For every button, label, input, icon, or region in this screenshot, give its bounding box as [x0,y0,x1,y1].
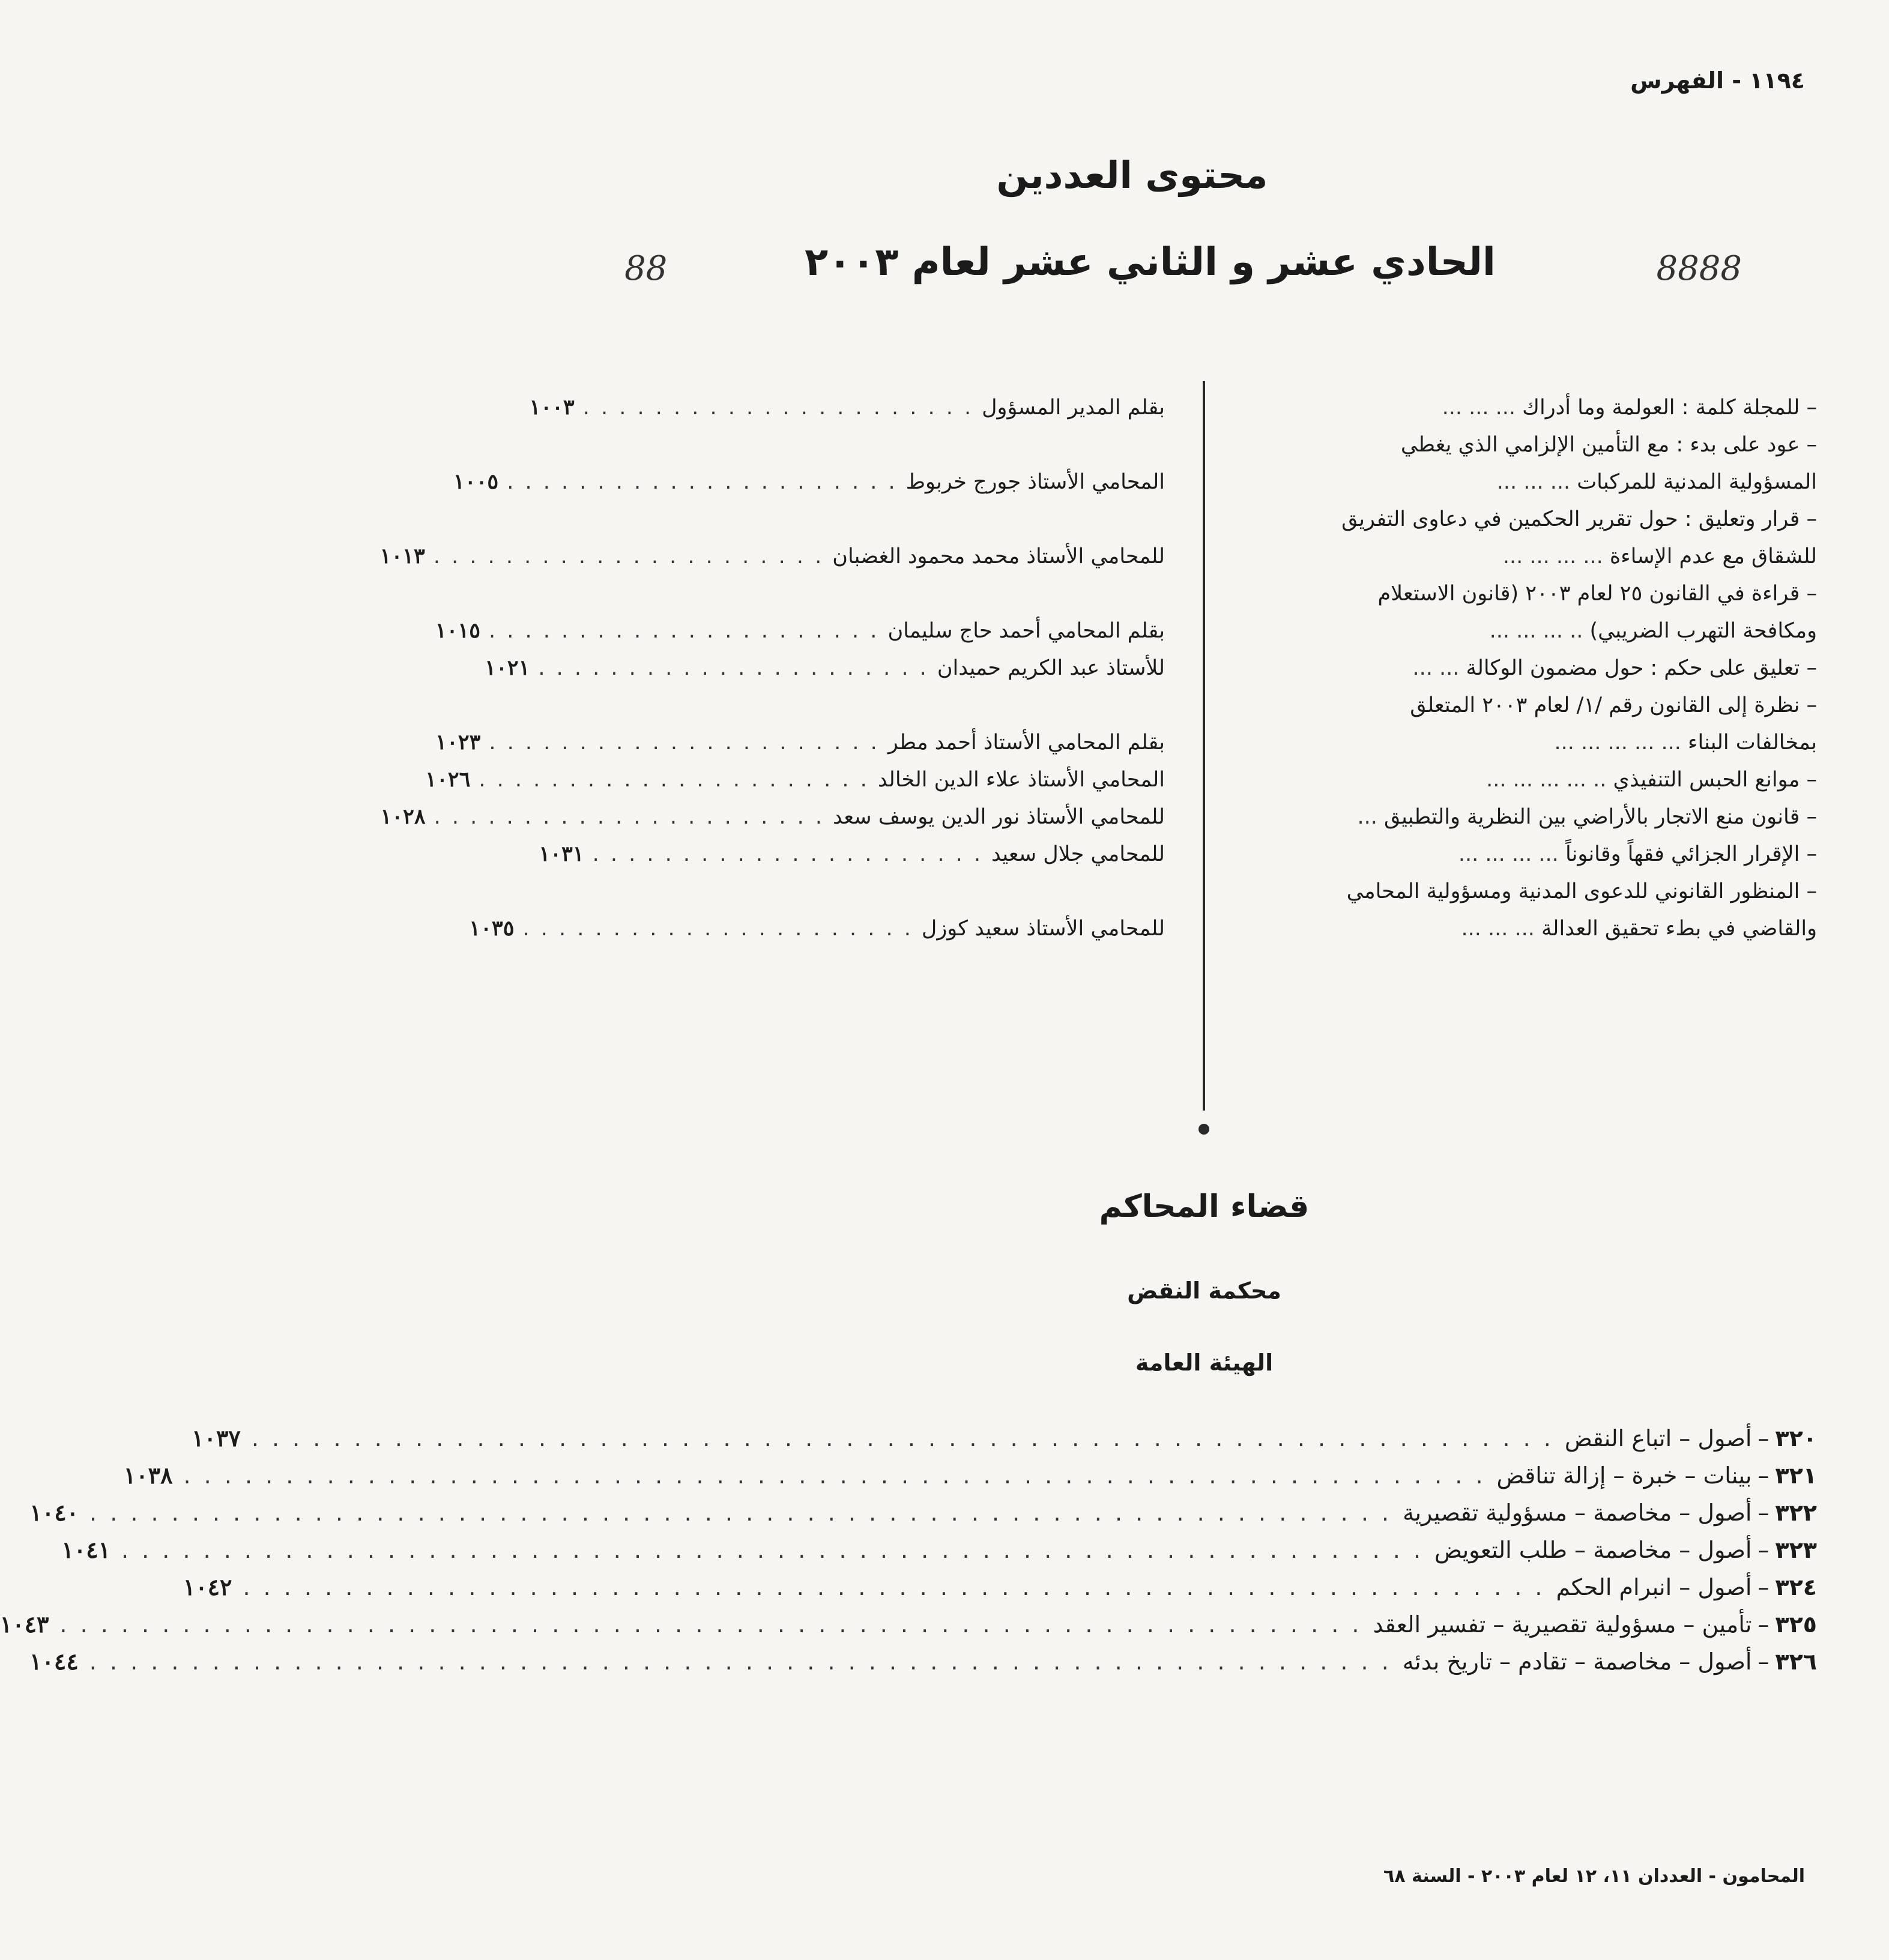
leader-dots: . . . . . . . . . . . . . . . . . . . . . . . . . . . . . . . . . . . . . . . . . . . . . . . . . . . . . . . . . . . . . . . . [251,1425,1554,1452]
toc-article-line: – موانع الحبس التنفيذي .. ... ... ... ... [1486,768,1817,792]
page-number: ١٠٢١ [485,656,530,680]
case-row [29,1494,1817,1531]
case-row [192,1420,1817,1457]
case-row [61,1531,1817,1569]
toc-author-row [529,389,1165,426]
case-separator: – [1758,1611,1770,1638]
toc-article-line: – الإقرار الجزائي فقهاً وقانوناً ... ... ... ... [1458,842,1817,866]
toc-article-line: بمخالفات البناء ... ... ... ... ... [1554,731,1817,755]
toc-article-line: – قانون منع الاتجار بالأراضي بين النظرية والتطبيق ... [1357,805,1817,829]
section-title-chamber: محكمة النقض [1127,1277,1281,1304]
page-number: ١٠٠٥ [453,469,499,494]
toc-article-line: – للمجلة كلمة : العولمة وما أدراك ... ... ... [1442,396,1817,420]
case-number: ٣٢٠ [1775,1425,1817,1452]
toc-article-line: للشقاق مع عدم الإساءة ... ... ... ... [1502,544,1817,568]
handwritten-note-left: 88 [624,249,668,288]
leader-dots: . . . . . . . . . . . . . . . . . . . . . . [479,768,869,792]
case-title: أصول – مخاصمة – مسؤولية تقصيرية [1403,1500,1752,1526]
toc-article-line: – قراءة في القانون ٢٥ لعام ٢٠٠٣ (قانون الاستعلام [1377,582,1817,606]
case-separator: – [1758,1462,1770,1489]
toc-articles [1217,389,1817,947]
toc-author-row [539,836,1165,873]
case-number: ٣٢١ [1775,1462,1817,1489]
divider-dot [1198,1124,1209,1135]
leader-dots: . . . . . . . . . . . . . . . . . . . . . . [582,396,974,420]
page-number: ١٠١٥ [435,618,481,643]
leader-dots: . . . . . . . . . . . . . . . . . . . . . . . . . . . . . . . . . . . . . . . . . . . . . . . . . . . . . . . . . . . . . . . . [243,1574,1546,1600]
column-divider [1203,381,1205,1111]
page-number: ١٠٤٣ [0,1611,49,1638]
handwritten-note-right: 8888 [1656,249,1742,288]
section-title-court: قضاء المحاكم [1099,1189,1310,1225]
leader-dots: . . . . . . . . . . . . . . . . . . . . . . . . . . . . . . . . . . . . . . . . . . . . . . . . . . . . . . . . . . . . . . . . [89,1648,1392,1675]
page-number: ١٠٢٣ [435,730,481,755]
page-number: ١٠٤٢ [183,1573,232,1600]
author-name: للمحامي الأستاذ نور الدين يوسف سعد [833,805,1165,829]
page-number: ١٠٤٠ [29,1499,79,1526]
case-number: ٣٢٣ [1775,1537,1817,1563]
toc-author-row [380,798,1165,836]
toc-author-row [453,463,1165,501]
leader-dots: . . . . . . . . . . . . . . . . . . . . . . [592,842,983,866]
page-footer: المحامون - العددان ١١، ١٢ لعام ٢٠٠٣ - السنة ٦٨ [1383,1866,1805,1887]
leader-dots: . . . . . . . . . . . . . . . . . . . . . . . . . . . . . . . . . . . . . . . . . . . . . . . . . . . . . . . . . . . . . . . . [121,1537,1424,1563]
page-number: ١٠٤٤ [29,1648,79,1675]
case-title: أصول – اتباع النقض [1564,1425,1752,1452]
toc-article-line: – عود على بدء : مع التأمين الإلزامي الذي يغطي [1400,433,1817,457]
toc-article-line: – نظرة إلى القانون رقم /١/ لعام ٢٠٠٣ المتعلق [1410,693,1817,717]
case-title: بينات – خبرة – إزالة تناقض [1496,1462,1752,1489]
toc-article-line: – المنظور القانوني للدعوى المدنية ومسؤولية المحامي [1346,879,1817,903]
leader-dots: . . . . . . . . . . . . . . . . . . . . . . . . . . . . . . . . . . . . . . . . . . . . . . . . . . . . . . . . . . . . . . . . [59,1611,1362,1638]
page-number: ١٠٣١ [539,842,584,866]
case-separator: – [1758,1537,1770,1563]
case-separator: – [1758,1574,1770,1600]
case-row [29,1643,1817,1680]
toc-author-row [379,538,1165,575]
case-row [0,1606,1817,1643]
toc-author-row [435,724,1165,761]
case-list [0,1420,1817,1680]
author-name: بقلم المدير المسؤول [982,396,1165,420]
author-name: بقلم المحامي أحمد حاج سليمان [887,619,1165,643]
leader-dots: . . . . . . . . . . . . . . . . . . . . . . [433,544,824,568]
leader-dots: . . . . . . . . . . . . . . . . . . . . . . . . . . . . . . . . . . . . . . . . . . . . . . . . . . . . . . . . . . . . . . . . [183,1462,1486,1489]
page-subtitle: الحادي عشر و الثاني عشر لعام ٢٠٠٣ [805,240,1496,285]
author-name: للمحامي الأستاذ سعيد كوزل [921,917,1165,941]
case-title: أصول – مخاصمة – طلب التعويض [1434,1537,1752,1563]
leader-dots: . . . . . . . . . . . . . . . . . . . . . . [538,656,929,680]
case-separator: – [1758,1500,1770,1526]
toc-author-row [469,910,1165,947]
case-title: تأمين – مسؤولية تقصيرية – تفسير العقد [1373,1611,1752,1638]
section-title-body: الهيئة العامة [1135,1349,1274,1376]
case-row [183,1569,1817,1606]
page-number: ١٠٢٦ [425,767,471,792]
case-separator: – [1758,1648,1770,1675]
case-number: ٣٢٥ [1775,1611,1817,1638]
toc-article-line: ومكافحة التهرب الضريبي) .. ... ... ... [1489,619,1817,643]
page-number: ١٠٣٨ [123,1462,173,1489]
leader-dots: . . . . . . . . . . . . . . . . . . . . . . [507,470,898,494]
toc-author-row [485,650,1165,687]
case-number: ٣٢٦ [1775,1648,1817,1675]
toc-author-row [435,612,1165,650]
case-number: ٣٢٢ [1775,1500,1817,1526]
case-title: أصول – انبرام الحكم [1556,1574,1752,1600]
toc-author-row [425,761,1165,798]
page-number: ١٠٠٣ [529,395,575,420]
leader-dots: . . . . . . . . . . . . . . . . . . . . . . . . . . . . . . . . . . . . . . . . . . . . . . . . . . . . . . . . . . . . . . . . [89,1500,1392,1526]
author-name: للمحامي الأستاذ محمد محمود الغضبان [832,544,1165,568]
author-name: المحامي الأستاذ علاء الدين الخالد [877,768,1165,792]
page-number: ١٠٢٨ [380,804,426,829]
leader-dots: . . . . . . . . . . . . . . . . . . . . . . [489,731,880,755]
toc-article-line: والقاضي في بطء تحقيق العدالة ... ... ... [1461,917,1817,941]
case-separator: – [1758,1425,1770,1452]
leader-dots: . . . . . . . . . . . . . . . . . . . . . . [434,805,825,829]
toc-article-line: المسؤولية المدنية للمركبات ... ... ... [1496,470,1817,494]
page-header: ١١٩٤ - الفهرس [1630,67,1805,94]
page-number: ١٠٣٧ [192,1425,241,1452]
case-number: ٣٢٤ [1775,1574,1817,1600]
author-name: للأستاذ عبد الكريم حميدان [937,656,1165,680]
page-number: ١٠٤١ [61,1536,110,1563]
author-name: للمحامي جلال سعيد [991,842,1165,866]
case-title: أصول – مخاصمة – تقادم – تاريخ بدئه [1402,1648,1752,1675]
author-name: المحامي الأستاذ جورج خربوط [905,470,1165,494]
page-title: محتوى العددين [996,153,1268,197]
toc-article-line: – قرار وتعليق : حول تقرير الحكمين في دعاوى التفريق [1341,507,1817,531]
case-row [123,1457,1817,1494]
page-number: ١٠٣٥ [469,916,515,941]
toc-article-line: – تعليق على حكم : حول مضمون الوكالة ... ... [1412,656,1817,680]
leader-dots: . . . . . . . . . . . . . . . . . . . . . . [522,917,913,941]
author-name: بقلم المحامي الأستاذ أحمد مطر [887,731,1165,755]
page-number: ١٠١٣ [379,544,425,568]
leader-dots: . . . . . . . . . . . . . . . . . . . . . . [489,619,880,643]
